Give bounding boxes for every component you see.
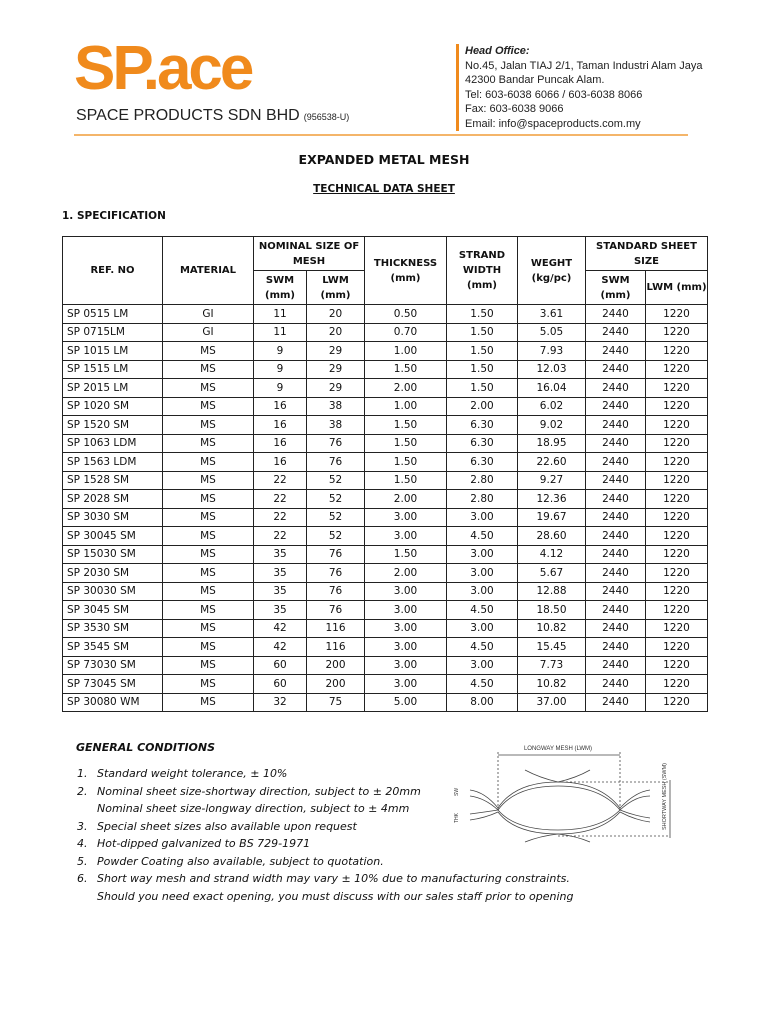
condition-text: Nominal sheet size-shortway direction, subject to ± 20mm [97, 784, 421, 798]
cell-strand-width: 2.00 [447, 397, 518, 416]
cell-lwm: 76 [307, 545, 365, 564]
cell-sheet-swm: 2440 [586, 564, 646, 583]
cell-strand-width: 3.00 [447, 582, 518, 601]
table-row [63, 527, 708, 546]
condition-item [77, 870, 574, 888]
header-thickness: THICKNESS (mm) [365, 237, 447, 305]
cell-ref-no: SP 1563 LDM [63, 453, 163, 472]
cell-thickness: 1.50 [365, 416, 447, 435]
cell-strand-width: 1.50 [447, 342, 518, 361]
cell-weight: 6.02 [518, 397, 586, 416]
cell-sheet-lwm: 1220 [646, 342, 708, 361]
cell-lwm: 20 [307, 305, 365, 324]
cell-sheet-lwm: 1220 [646, 619, 708, 638]
cell-strand-width: 3.00 [447, 564, 518, 583]
table-row [63, 379, 708, 398]
lwm-label: LONGWAY MESH (LWM) [523, 746, 593, 752]
header-sheet-size: STANDARD SHEET SIZE [586, 237, 708, 271]
cell-sheet-lwm: 1220 [646, 323, 708, 342]
cell-lwm: 38 [307, 397, 365, 416]
cell-ref-no: SP 1015 LM [63, 342, 163, 361]
cell-strand-width: 4.50 [447, 527, 518, 546]
cell-ref-no: SP 3545 SM [63, 638, 163, 657]
address-line-1: No.45, Jalan TIAJ 2/1, Taman Industri Alam Jaya [465, 59, 703, 72]
cell-sheet-lwm: 1220 [646, 582, 708, 601]
cell-thickness: 1.50 [365, 360, 447, 379]
cell-sheet-swm: 2440 [586, 582, 646, 601]
cell-thickness: 1.00 [365, 342, 447, 361]
cell-swm: 42 [254, 619, 307, 638]
cell-sheet-swm: 2440 [586, 305, 646, 324]
cell-ref-no: SP 30030 SM [63, 582, 163, 601]
cell-thickness: 3.00 [365, 675, 447, 694]
table-row [63, 656, 708, 675]
cell-swm: 35 [254, 564, 307, 583]
company-logo: SP.ace [74, 34, 252, 103]
cell-material: MS [163, 564, 254, 583]
cell-weight: 18.95 [518, 434, 586, 453]
cell-strand-width: 3.00 [447, 545, 518, 564]
header-divider [74, 134, 688, 136]
cell-ref-no: SP 3030 SM [63, 508, 163, 527]
condition-number: 4. [77, 837, 88, 850]
cell-thickness: 3.00 [365, 582, 447, 601]
cell-sheet-swm: 2440 [586, 490, 646, 509]
cell-sheet-lwm: 1220 [646, 397, 708, 416]
condition-text: Short way mesh and strand width may vary ± 10% due to manufacturing constraints. [97, 872, 570, 885]
document-title: EXPANDED METAL MESH [298, 152, 470, 167]
cell-strand-width: 1.50 [447, 379, 518, 398]
cell-ref-no: SP 15030 SM [63, 545, 163, 564]
cell-swm: 11 [254, 305, 307, 324]
cell-sheet-lwm: 1220 [646, 434, 708, 453]
cell-sheet-swm: 2440 [586, 656, 646, 675]
table-row [63, 434, 708, 453]
cell-strand-width: 8.00 [447, 693, 518, 712]
cell-swm: 16 [254, 453, 307, 472]
cell-weight: 4.12 [518, 545, 586, 564]
cell-swm: 32 [254, 693, 307, 712]
cell-lwm: 75 [307, 693, 365, 712]
cell-thickness: 1.50 [365, 434, 447, 453]
thk-label: THK [454, 813, 460, 823]
table-row [63, 397, 708, 416]
table-row [63, 601, 708, 620]
table-row [63, 564, 708, 583]
cell-sheet-swm: 2440 [586, 527, 646, 546]
cell-swm: 22 [254, 508, 307, 527]
cell-sheet-swm: 2440 [586, 675, 646, 694]
cell-sheet-swm: 2440 [586, 397, 646, 416]
cell-weight: 7.73 [518, 656, 586, 675]
cell-weight: 12.36 [518, 490, 586, 509]
cell-material: MS [163, 638, 254, 657]
mesh-diagram [440, 730, 690, 860]
cell-strand-width: 1.50 [447, 360, 518, 379]
cell-sheet-lwm: 1220 [646, 545, 708, 564]
cell-strand-width: 6.30 [447, 416, 518, 435]
condition-text: Hot-dipped galvanized to BS 729-1971 [97, 837, 311, 850]
cell-sheet-lwm: 1220 [646, 453, 708, 472]
cell-lwm: 52 [307, 490, 365, 509]
cell-weight: 9.27 [518, 471, 586, 490]
cell-sheet-lwm: 1220 [646, 416, 708, 435]
header-sheet-swm: SWM (mm) [586, 271, 646, 305]
cell-thickness: 1.50 [365, 545, 447, 564]
cell-sheet-swm: 2440 [586, 693, 646, 712]
cell-thickness: 2.00 [365, 490, 447, 509]
registration-number: (956538-U) [303, 112, 350, 122]
cell-sheet-lwm: 1220 [646, 527, 708, 546]
cell-sheet-swm: 2440 [586, 638, 646, 657]
cell-lwm: 76 [307, 453, 365, 472]
cell-lwm: 76 [307, 601, 365, 620]
swm-label: SHORTWAY MESH (SWM) [662, 762, 668, 830]
cell-thickness: 5.00 [365, 693, 447, 712]
cell-ref-no: SP 3530 SM [63, 619, 163, 638]
cell-strand-width: 1.50 [447, 305, 518, 324]
cell-swm: 9 [254, 360, 307, 379]
cell-strand-width: 4.50 [447, 675, 518, 694]
table-row [63, 453, 708, 472]
cell-thickness: 3.00 [365, 527, 447, 546]
cell-material: MS [163, 379, 254, 398]
cell-ref-no: SP 30045 SM [63, 527, 163, 546]
cell-sheet-lwm: 1220 [646, 305, 708, 324]
cell-lwm: 38 [307, 416, 365, 435]
cell-weight: 15.45 [518, 638, 586, 657]
cell-strand-width: 4.50 [447, 601, 518, 620]
condition-number: 3. [77, 819, 88, 833]
cell-lwm: 200 [307, 656, 365, 675]
cell-thickness: 1.50 [365, 471, 447, 490]
cell-sheet-swm: 2440 [586, 508, 646, 527]
table-row [63, 305, 708, 324]
fax: Fax: 603-6038 9066 [465, 103, 564, 115]
condition-text: Should you need exact opening, you must discuss with our sales staff prior to opening [97, 889, 574, 903]
cell-ref-no: SP 1063 LDM [63, 434, 163, 453]
cell-lwm: 116 [307, 619, 365, 638]
cell-ref-no: SP 0515 LM [63, 305, 163, 324]
cell-strand-width: 6.30 [447, 434, 518, 453]
cell-sheet-lwm: 1220 [646, 601, 708, 620]
cell-sheet-lwm: 1220 [646, 471, 708, 490]
cell-ref-no: SP 0715LM [63, 323, 163, 342]
cell-weight: 3.61 [518, 305, 586, 324]
cell-lwm: 52 [307, 471, 365, 490]
cell-thickness: 3.00 [365, 601, 447, 620]
cell-material: MS [163, 656, 254, 675]
cell-weight: 28.60 [518, 527, 586, 546]
specification-table [62, 236, 708, 712]
condition-number: 1. [77, 767, 88, 780]
cell-weight: 12.03 [518, 360, 586, 379]
cell-weight: 10.82 [518, 675, 586, 694]
document-subtitle: TECHNICAL DATA SHEET [313, 183, 455, 195]
cell-swm: 11 [254, 323, 307, 342]
table-row [63, 323, 708, 342]
header-lwm: LWM (mm) [307, 271, 365, 305]
cell-sheet-swm: 2440 [586, 360, 646, 379]
cell-ref-no: SP 1020 SM [63, 397, 163, 416]
table-row [63, 582, 708, 601]
cell-thickness: 0.50 [365, 305, 447, 324]
cell-lwm: 200 [307, 675, 365, 694]
address-line-2: 42300 Bandar Puncak Alam. [465, 74, 605, 86]
cell-material: MS [163, 582, 254, 601]
cell-swm: 60 [254, 675, 307, 694]
cell-material: MS [163, 619, 254, 638]
table-row [63, 508, 708, 527]
cell-swm: 35 [254, 545, 307, 564]
cell-ref-no: SP 3045 SM [63, 601, 163, 620]
cell-sheet-swm: 2440 [586, 453, 646, 472]
cell-strand-width: 1.50 [447, 323, 518, 342]
cell-strand-width: 3.00 [447, 619, 518, 638]
cell-sheet-lwm: 1220 [646, 564, 708, 583]
cell-material: MS [163, 342, 254, 361]
cell-thickness: 3.00 [365, 619, 447, 638]
cell-thickness: 2.00 [365, 564, 447, 583]
cell-sheet-swm: 2440 [586, 379, 646, 398]
cell-swm: 35 [254, 601, 307, 620]
table-row [63, 360, 708, 379]
cell-sheet-lwm: 1220 [646, 693, 708, 712]
cell-sheet-lwm: 1220 [646, 490, 708, 509]
cell-swm: 42 [254, 638, 307, 657]
table-row [63, 619, 708, 638]
cell-thickness: 3.00 [365, 656, 447, 675]
cell-ref-no: SP 2028 SM [63, 490, 163, 509]
cell-sheet-swm: 2440 [586, 471, 646, 490]
cell-material: MS [163, 693, 254, 712]
cell-swm: 9 [254, 342, 307, 361]
table-row [63, 490, 708, 509]
cell-strand-width: 2.80 [447, 471, 518, 490]
cell-swm: 22 [254, 527, 307, 546]
cell-material: GI [163, 323, 254, 342]
cell-lwm: 20 [307, 323, 365, 342]
header-swm: SWM (mm) [254, 271, 307, 305]
cell-swm: 16 [254, 397, 307, 416]
cell-ref-no: SP 73045 SM [63, 675, 163, 694]
cell-sheet-swm: 2440 [586, 323, 646, 342]
condition-text: Standard weight tolerance, ± 10% [97, 767, 288, 780]
cell-ref-no: SP 2030 SM [63, 564, 163, 583]
cell-lwm: 52 [307, 508, 365, 527]
table-row [63, 545, 708, 564]
cell-swm: 16 [254, 416, 307, 435]
general-conditions-title: GENERAL CONDITIONS [76, 741, 216, 754]
header-sheet-lwm: LWM (mm) [646, 271, 708, 305]
header-nominal: NOMINAL SIZE OF MESH [254, 237, 365, 271]
cell-material: MS [163, 453, 254, 472]
cell-thickness: 0.70 [365, 323, 447, 342]
cell-lwm: 29 [307, 342, 365, 361]
cell-swm: 60 [254, 656, 307, 675]
company-name [76, 107, 349, 125]
email: Email: info@spaceproducts.com.my [465, 117, 641, 130]
cell-sheet-swm: 2440 [586, 434, 646, 453]
cell-strand-width: 6.30 [447, 453, 518, 472]
cell-sheet-lwm: 1220 [646, 638, 708, 657]
cell-strand-width: 3.00 [447, 656, 518, 675]
cell-weight: 12.88 [518, 582, 586, 601]
cell-strand-width: 2.80 [447, 490, 518, 509]
cell-sheet-lwm: 1220 [646, 360, 708, 379]
cell-weight: 9.02 [518, 416, 586, 435]
cell-material: MS [163, 360, 254, 379]
table-row [63, 638, 708, 657]
condition-text: Powder Coating also available, subject to quotation. [97, 854, 384, 868]
cell-material: MS [163, 675, 254, 694]
cell-weight: 37.00 [518, 693, 586, 712]
condition-text: Special sheet sizes also available upon request [97, 819, 357, 833]
cell-material: GI [163, 305, 254, 324]
condition-number: 5. [77, 854, 88, 868]
condition-number: 6. [77, 872, 88, 885]
cell-sheet-swm: 2440 [586, 601, 646, 620]
section-heading: 1. SPECIFICATION [62, 210, 166, 222]
cell-material: MS [163, 490, 254, 509]
cell-material: MS [163, 471, 254, 490]
cell-lwm: 76 [307, 564, 365, 583]
cell-lwm: 116 [307, 638, 365, 657]
cell-thickness: 2.00 [365, 379, 447, 398]
cell-weight: 19.67 [518, 508, 586, 527]
cell-ref-no: SP 1528 SM [63, 471, 163, 490]
header-ref: REF. NO [63, 237, 163, 305]
header-material: MATERIAL [163, 237, 254, 305]
cell-sheet-swm: 2440 [586, 416, 646, 435]
cell-weight: 18.50 [518, 601, 586, 620]
cell-swm: 22 [254, 471, 307, 490]
cell-swm: 16 [254, 434, 307, 453]
cell-sheet-lwm: 1220 [646, 656, 708, 675]
cell-sheet-swm: 2440 [586, 545, 646, 564]
company-name-text: SPACE PRODUCTS SDN BHD [76, 107, 300, 124]
cell-material: MS [163, 601, 254, 620]
cell-lwm: 29 [307, 379, 365, 398]
office-label: Head Office: [465, 45, 530, 57]
table-row [63, 342, 708, 361]
cell-sheet-swm: 2440 [586, 619, 646, 638]
cell-sheet-lwm: 1220 [646, 675, 708, 694]
cell-strand-width: 4.50 [447, 638, 518, 657]
cell-weight: 5.05 [518, 323, 586, 342]
cell-thickness: 3.00 [365, 638, 447, 657]
cell-thickness: 1.50 [365, 453, 447, 472]
cell-ref-no: SP 73030 SM [63, 656, 163, 675]
table-row [63, 675, 708, 694]
header-weight: WEGHT (kg/pc) [518, 237, 586, 305]
cell-material: MS [163, 397, 254, 416]
condition-text: Nominal sheet size-longway direction, subject to ± 4mm [97, 802, 410, 815]
cell-weight: 16.04 [518, 379, 586, 398]
cell-weight: 22.60 [518, 453, 586, 472]
cell-lwm: 76 [307, 582, 365, 601]
header-strand: STRAND WIDTH (mm) [447, 237, 518, 305]
telephone: Tel: 603-6038 6066 / 603-6038 8066 [465, 88, 643, 101]
cell-material: MS [163, 545, 254, 564]
cell-strand-width: 3.00 [447, 508, 518, 527]
cell-material: MS [163, 527, 254, 546]
cell-weight: 10.82 [518, 619, 586, 638]
cell-sheet-swm: 2440 [586, 342, 646, 361]
cell-sheet-lwm: 1220 [646, 508, 708, 527]
cell-material: MS [163, 508, 254, 527]
cell-ref-no: SP 2015 LM [63, 379, 163, 398]
cell-swm: 9 [254, 379, 307, 398]
cell-weight: 5.67 [518, 564, 586, 583]
cell-material: MS [163, 416, 254, 435]
cell-lwm: 29 [307, 360, 365, 379]
condition-number: 2. [77, 784, 88, 798]
cell-ref-no: SP 1520 SM [63, 416, 163, 435]
cell-sheet-lwm: 1220 [646, 379, 708, 398]
table-row [63, 693, 708, 712]
cell-ref-no: SP 30080 WM [63, 693, 163, 712]
sw-label: SW [454, 787, 460, 796]
table-row [63, 471, 708, 490]
table-row [63, 416, 708, 435]
cell-weight: 7.93 [518, 342, 586, 361]
condition-item [97, 888, 574, 906]
cell-thickness: 1.00 [365, 397, 447, 416]
cell-ref-no: SP 1515 LM [63, 360, 163, 379]
head-office-block [456, 44, 702, 131]
cell-lwm: 52 [307, 527, 365, 546]
cell-lwm: 76 [307, 434, 365, 453]
cell-material: MS [163, 434, 254, 453]
cell-swm: 35 [254, 582, 307, 601]
cell-swm: 22 [254, 490, 307, 509]
cell-thickness: 3.00 [365, 508, 447, 527]
